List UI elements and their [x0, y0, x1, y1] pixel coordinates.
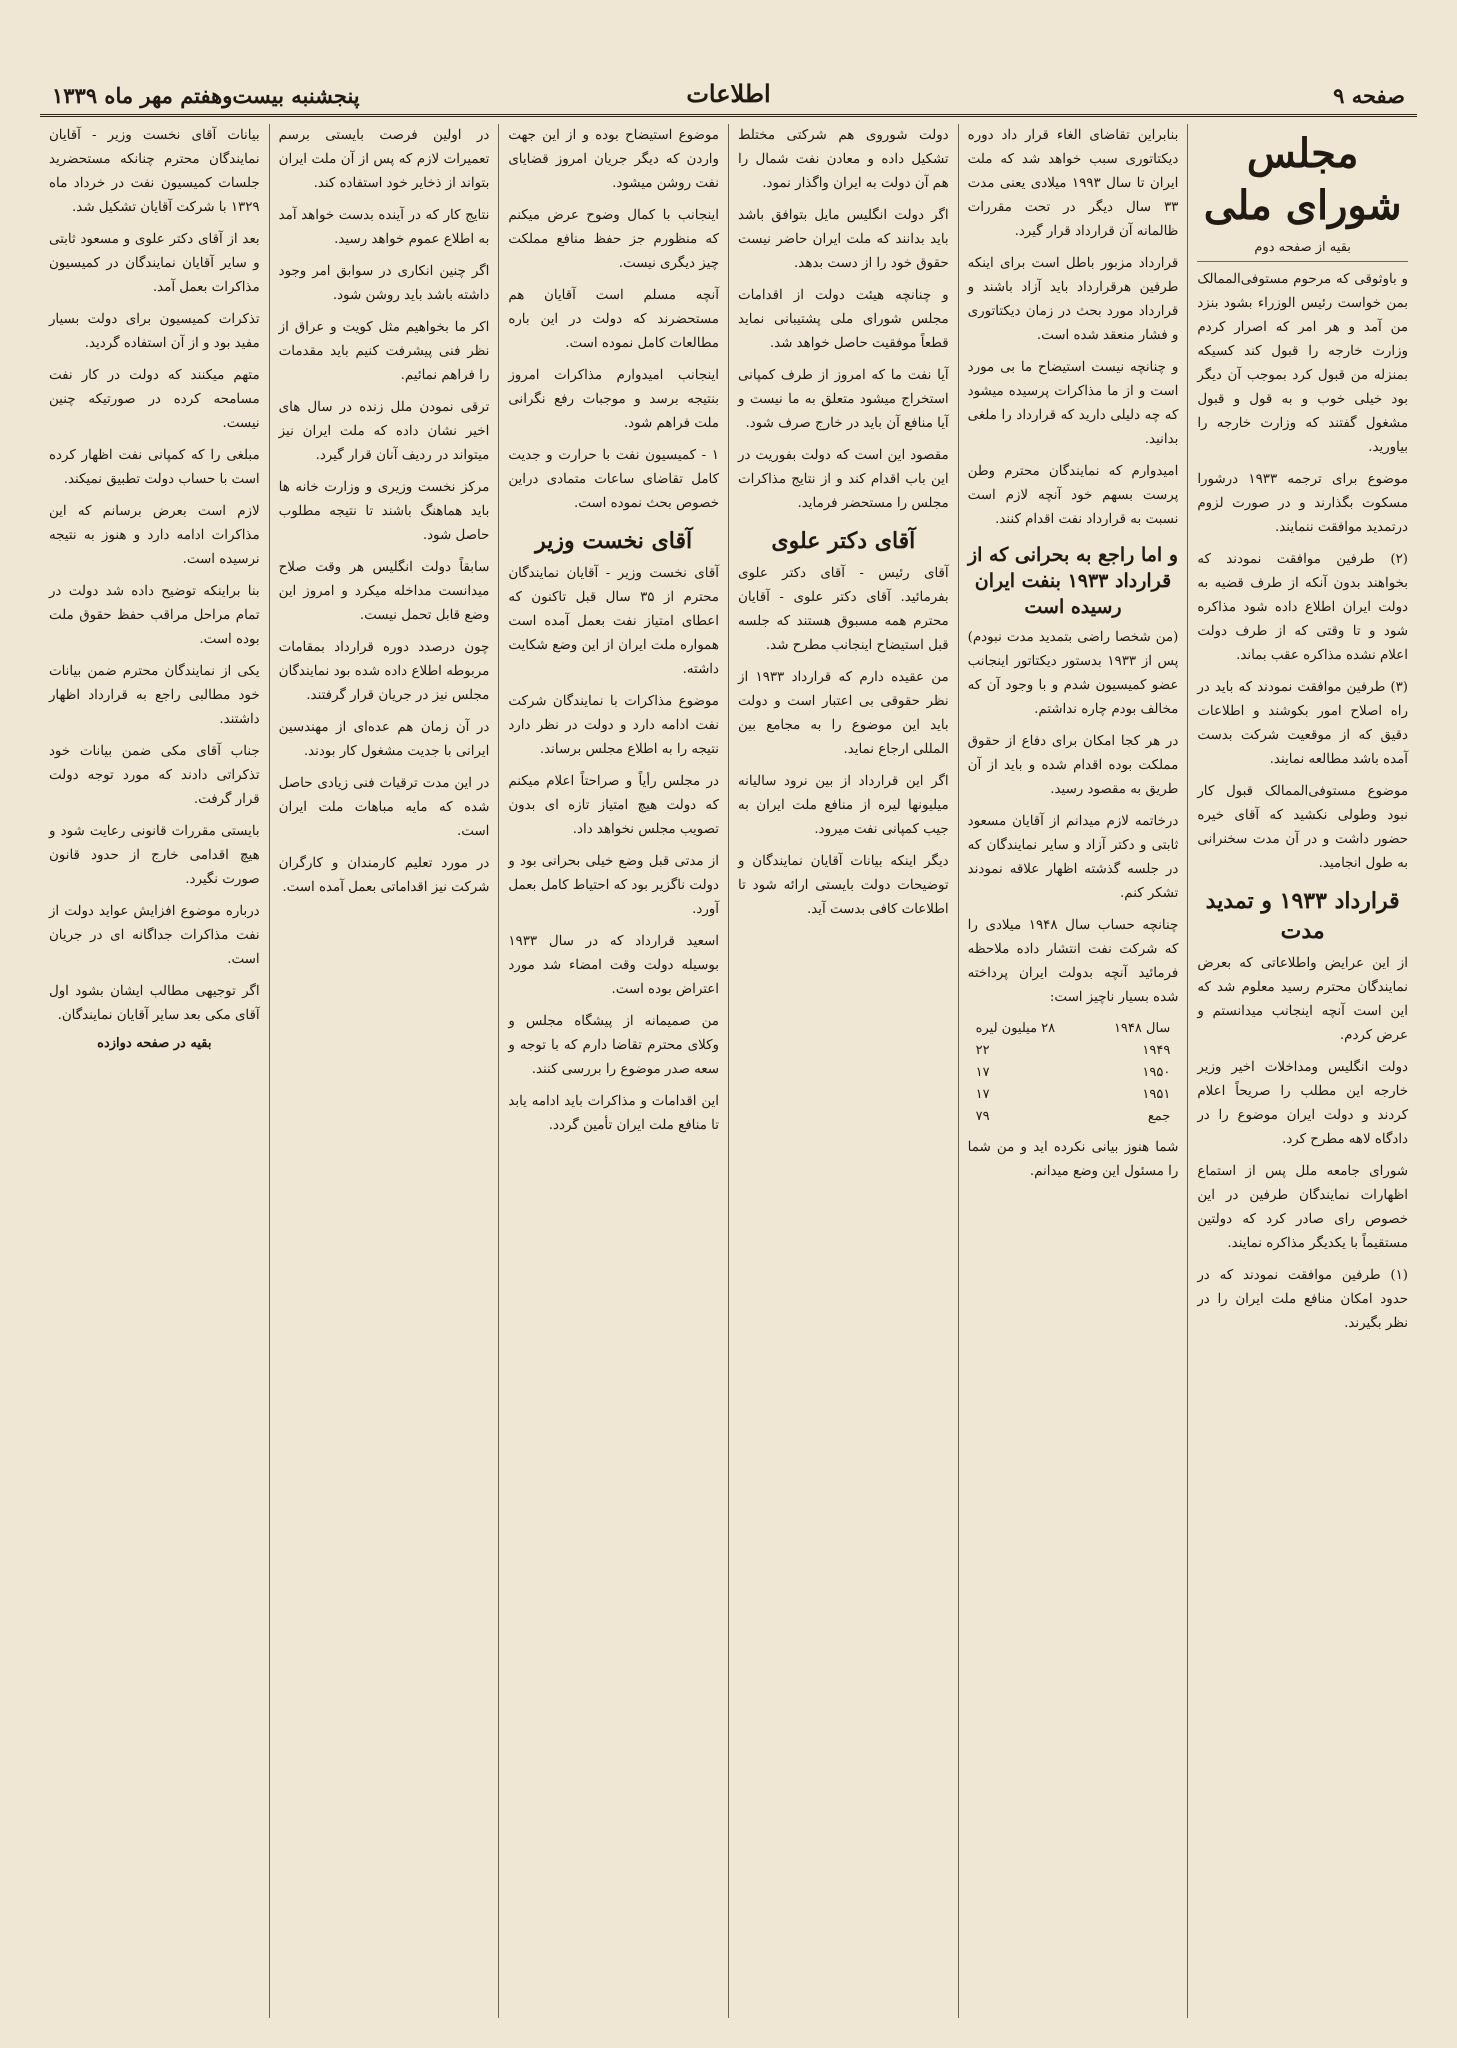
- paragraph: آقای رئیس - آقای دکتر علوی بفرمائید. آقای دکتر علوی - آقایان محترم همه مسبوق هستند که جلسه قبل استیضاح اینجانب مطرح شد.: [737, 566, 949, 653]
- paragraph: مقصود این است که دولت بفوریت در این باب اقدام کند و از نتایج مذاکرات مجلس را مستحضر فرماید.: [737, 448, 949, 511]
- paragraph: موضوع مذاکرات با نمایندگان شرکت نفت ادامه دارد و دولت در نظر دارد نتیجه را به اطلاع مجلس برساند.: [508, 694, 719, 757]
- table-row: سال ۱۹۴۸ ۲۸ میلیون لیره: [975, 1021, 1171, 1036]
- paragraph: اکر ما بخواهیم مثل کویت و عراق از نظر فنی پیشرفت کنیم باید مقدمات را فراهم نمائیم.: [278, 320, 490, 383]
- paragraph: شورای جامعه ملل پس از استماع اظهارات نمایندگان طرفین در این خصوص رای صادر کرد که دولتین مستقیماً با یکدیگر مذاکره نمایند.: [1197, 1164, 1408, 1251]
- paragraph: اگر چنین انکاری در سوابق امر وجود داشته باشد باید روشن شود.: [278, 264, 490, 303]
- paragraph: در اولین فرصت بایستی برسم تعمیرات لازم که پس از آن ملت ایران بتواند از ذخایر خود استفاده کند.: [278, 128, 490, 191]
- paragraph: در آن زمان هم عده‌ای از مهندسین ایرانی با جدیت مشغول کار بودند.: [278, 720, 490, 759]
- table-row: ۱۹۵۱ ۱۷: [975, 1087, 1171, 1102]
- paragraph: یکی از نمایندگان محترم ضمن بیانات خود مطالبی راجع به قرارداد اظهار داشتند.: [48, 664, 260, 727]
- paragraph: دولت شوروی هم شرکتی مختلط تشکیل داده و معادن نفت شمال را هم آن دولت به ایران واگذار نمود.: [737, 128, 949, 191]
- article-columns: [40, 124, 1417, 2018]
- paragraph: در این مدت ترقیات فنی زیادی حاصل شده که مایه مباهات ملت ایران است.: [278, 776, 490, 839]
- divider: [1197, 261, 1408, 262]
- paragraph: مرکز نخست وزیری و وزارت خانه ها باید هماهنگ باشند تا نتیجه مطلوب حاصل شود.: [278, 480, 490, 543]
- paragraph: شما هنوز بیانی نکرده اید و من شما را مسئول این وضع میدانم.: [967, 1140, 1179, 1179]
- paragraph: موضوع مستوفی‌الممالک قبول کار نبود وطولی نکشید که آقای خیره حضور داشت و در آن مدت سخنرانی به طول انجامید.: [1197, 784, 1408, 871]
- paragraph: ۱ - کمیسیون نفت با حرارت و جدیت کامل تقاضای ساعات متمادی دراین خصوص بحث نموده است.: [508, 448, 719, 511]
- paragraph: قرارداد مزبور باطل است برای اینکه طرفین هرقرارداد باید آزاد باشند و قرارداد مورد بحث در زمان دیکتاتوری و فشار منعقد شده است.: [967, 256, 1179, 343]
- paragraph: آیا نفت ما که امروز از طرف کمپانی استخراج میشود متعلق به ما نیست و آیا منافع آن باید در خارج صرف شود.: [737, 368, 949, 431]
- paragraph: (من شخصا راضی بتمدید مدت نبودم) پس از ۱۹۳۳ بدستور دیکتاتور اینجانب عضو کمیسیون شدم و با وجود آن که مخالف بودم چاره نداشتم.: [967, 630, 1179, 717]
- paragraph: ترقی نمودن ملل زنده در سال های اخیر نشان داده که ملت ایران نیز میتواند در ردیف آنان قرار گیرد.: [278, 400, 490, 463]
- paragraph: موضوع استیضاح بوده و از این جهت واردن که دیگر جریان امروز قضایای نفت روشن میشود.: [508, 128, 719, 191]
- paragraph: بعد از آقای دکتر علوی و مسعود ثابتی و سایر آقایان نمایندگان در کمیسیون مذاکرات بعمل آمد.: [48, 232, 260, 295]
- section-heading: آقای دکتر علوی: [771, 528, 916, 554]
- paragraph: اگر این قرارداد از بین نرود سالیانه میلیونها لیره از منافع ملت ایران به جیب کمپانی نفت میرود.: [737, 774, 949, 837]
- paragraph: و باوثوقی که مرحوم مستوفی‌الممالک بمن خواست رئیس الوزراء بشود بنزد من آمد و هر امر که اصرار کردم وزارت خارجه را قبول کند کسیکه بمنزله من قبول کرد بموجب آن دیگر بود خیلی خوب و به قول و قبول مشغول گفتند که وزارت خارجه را بیاورید.: [1197, 272, 1408, 455]
- column-2: [958, 124, 1188, 2018]
- paragraph: دیگر اینکه بیانات آقایان نمایندگان و توضیحات دولت بایستی ارائه شود تا اطلاعات کافی بدست آید.: [737, 854, 949, 917]
- paragraph: تذکرات کمیسیون برای دولت بسیار مفید بود و از آن استفاده گردید.: [48, 312, 260, 351]
- paragraph: من عقیده دارم که قرارداد ۱۹۳۳ از نظر حقوقی بی اعتبار است و دولت باید این موضوع را به مجامع بین المللی ارجاع نماید.: [737, 670, 949, 757]
- paragraph: در مورد تعلیم کارمندان و کارگران شرکت نیز اقداماتی بعمل آمده است.: [278, 856, 490, 895]
- paragraph: بنا براینکه توضیح داده شد دولت در تمام مراحل مراقب حفظ حقوق ملت بوده است.: [48, 584, 260, 647]
- revenue-table: [968, 1018, 1179, 1128]
- article-title: مجلس شورای ملی: [1203, 130, 1402, 229]
- paragraph: امیدوارم که نمایندگان محترم وطن پرست بسهم خود آنچه لازم است نسبت به قرارداد نفت اقدام کنند.: [967, 464, 1179, 527]
- paragraph: اگر دولت انگلیس مایل بتوافق باشد باید بدانند که ملت ایران حاضر نیست حقوق خود را از دست بدهد.: [737, 208, 949, 271]
- paragraph: در مجلس رأیاً و صراحتاً اعلام میکنم که دولت هیچ امتیاز تازه ای بدون تصویب مجلس نخواهد داد.: [508, 774, 719, 837]
- paragraph: اسعید قرارداد که در سال ۱۹۳۳ بوسیله دولت وقت امضاء شد مورد اعتراض بوده است.: [508, 934, 719, 997]
- paragraph: (۱) طرفین موافقت نمودند که در حدود امکان منافع ملت ایران را در نظر بگیرند.: [1197, 1268, 1408, 1331]
- paragraph: (۲) طرفین موافقت نمودند که بخواهند بدون آنکه از طرف قضیه به دولت ایران اطلاع داده شود مذاکره شود و تا وقتی که از طرف دولت اعلام نشده مذاکره عقب بماند.: [1197, 552, 1408, 663]
- paragraph: من صمیمانه از پیشگاه مجلس و وکلای محترم تقاضا دارم که با توجه و سعه صدر موضوع را بررسی کنند.: [508, 1014, 719, 1077]
- paragraph: بایستی مقررات قانونی رعایت شود و هیچ اقدامی خارج از حدود قانون صورت نگیرد.: [48, 824, 260, 887]
- paragraph: از مدتی قبل وضع خیلی بحرانی بود و دولت ناگزیر بود که احتیاط کامل بعمل آورد.: [508, 854, 719, 917]
- paragraph: درخاتمه لازم میدانم از آقایان مسعود ثابتی و دکتر آزاد و سایر نمایندگان که در جلسه گذشته اظهار علاقه نمودند تشکر کنم.: [967, 814, 1179, 901]
- table-row: ۱۹۴۹ ۲۲: [975, 1043, 1171, 1058]
- page-number: صفحه ۹: [1333, 83, 1405, 108]
- section-heading: آقای نخست وزیر: [535, 528, 693, 554]
- paragraph: و چنانچه نیست استیضاح ما بی مورد است و از ما مذاکرات پرسیده میشود که چه دلیلی دارید که قرارداد را ملغی بدانید.: [967, 360, 1179, 447]
- paragraph: دولت انگلیس ومداخلات اخیر وزیر خارجه این مطلب را صریحاً اعلام کردند و دولت ایران موضوع را در دادگاه لاهه مطرح کرد.: [1197, 1060, 1408, 1147]
- paragraph: متهم میکنند که دولت در کار نفت مسامحه کرده در صورتیکه چنین نیست.: [48, 368, 260, 431]
- column-3: [728, 124, 958, 2018]
- column-4: [498, 124, 728, 2018]
- paragraph: بیانات آقای نخست وزیر - آقایان نمایندگان محترم چنانکه مستحضرید جلسات کمیسیون نفت در خرداد ماه ۱۳۲۹ با شرکت آقایان تشکیل شد.: [48, 128, 260, 215]
- column-6: [40, 124, 269, 2018]
- table-row: ۱۹۵۰ ۱۷: [975, 1065, 1171, 1080]
- paragraph: آنچه مسلم است آقایان هم مستحضرند که دولت در این باره مطالعات کامل نموده است.: [508, 288, 719, 351]
- paragraph: این اقدامات و مذاکرات باید ادامه یابد تا منافع ملت ایران تأمین گردد.: [508, 1094, 719, 1133]
- column-5: [269, 124, 499, 2018]
- paragraph: نتایج کار که در آینده بدست خواهد آمد به اطلاع عموم خواهد رسید.: [278, 208, 490, 247]
- table-row: جمع ۷۹: [975, 1109, 1171, 1124]
- masthead: [40, 62, 1417, 117]
- paragraph: و چنانچه هیئت دولت از اقدامات مجلس شورای ملی پشتیبانی نماید قطعاً موفقیت حاصل خواهد شد.: [737, 288, 949, 351]
- column-1: [1187, 124, 1417, 2018]
- paragraph: اگر توجیهی مطالب ایشان بشود اول آقای مکی بعد سایر آقایان نمایندگان.: [48, 984, 260, 1023]
- issue-date: پنجشنبه بیست‌وهفتم مهر ماه ۱۳۳۹: [52, 83, 360, 108]
- paragraph: مبلغی را که کمپانی نفت اظهار کرده است با حساب دولت تطبیق نمیکند.: [48, 448, 260, 487]
- paragraph: بنابراین تقاضای الغاء قرار داد دوره دیکتاتوری سبب خواهد شد که ملت ایران تا سال ۱۹۹۳ میلادی یعنی مدت ۳۳ سال دیگر در تحت مقررات ظالمانه آن قرارداد قرار گیرد.: [967, 128, 1179, 239]
- section-heading: قرارداد ۱۹۳۳ و تمدید مدت: [1205, 888, 1400, 944]
- paragraph: موضوع برای ترجمه ۱۹۳۳ درشورا مسکوت بگذارند و در صورت لزوم درتمدید موافقت ننمایند.: [1197, 472, 1408, 535]
- paragraph: چنانچه حساب سال ۱۹۴۸ میلادی را که شرکت نفت انتشار داده ملاحظه فرمائید آنچه بدولت ایران پرداخته شده بسیار ناچیز است:: [967, 918, 1179, 1005]
- paragraph: اینجانب امیدوارم مذاکرات امروز بنتیجه برسد و موجبات رفع نگرانی ملت فراهم شود.: [508, 368, 719, 431]
- paragraph: سابقاً دولت انگلیس هر وقت صلاح میدانست مداخله میکرد و امروز این وضع قابل تحمل نیست.: [278, 560, 490, 623]
- paragraph: آقای نخست وزیر - آقایان نمایندگان محترم از ۳۵ سال قبل تاکنون که اعطای امتیاز نفت بعمل آمده است همواره ملت ایران از این وضع شکایت داشته.: [508, 566, 719, 677]
- continued-on-note: بقیه در صفحه دوازده: [97, 1036, 212, 1051]
- paragraph: (۳) طرفین موافقت نمودند که باید در راه اصلاح امور بکوشند و اطلاعات دقیق که از موقعیت شرکت بدست آمده باشد مطالعه نمایند.: [1197, 680, 1408, 767]
- paragraph: اینجانب با کمال وضوح عرض میکنم که منظورم جز حفظ منافع مملکت چیز دیگری نیست.: [508, 208, 719, 271]
- continued-note: بقیه از صفحه دوم: [1254, 240, 1351, 255]
- paragraph: از این عرایض واطلاعاتی که بعرض نمایندگان محترم رسید معلوم شد که این است آنچه اینجانب میدانستم و عرض کردم.: [1197, 956, 1408, 1043]
- paragraph: چون درصدد دوره قرارداد بمقامات مربوطه اطلاع داده شده بود نمایندگان مجلس نیز در جریان قرار گرفتند.: [278, 640, 490, 703]
- paper-name: اطلاعات: [686, 79, 771, 108]
- paragraph: در هر کجا امکان برای دفاع از حقوق مملکت بوده اقدام شده و باید از آن طریق به مقصود رسید.: [967, 734, 1179, 797]
- paragraph: لازم است بعرض برسانم که این مذاکرات ادامه دارد و هنوز به نتیجه نرسیده است.: [48, 504, 260, 567]
- section-heading: و اما راجع به بحرانی که از قرارداد ۱۹۳۳ بنفت ایران رسیده است: [967, 544, 1178, 618]
- paragraph: جناب آقای مکی ضمن بیانات خود تذکراتی دادند که مورد توجه دولت قرار گرفت.: [48, 744, 260, 807]
- paragraph: درباره موضوع افزایش عواید دولت از نفت مذاکرات جداگانه ای در جریان است.: [48, 904, 260, 967]
